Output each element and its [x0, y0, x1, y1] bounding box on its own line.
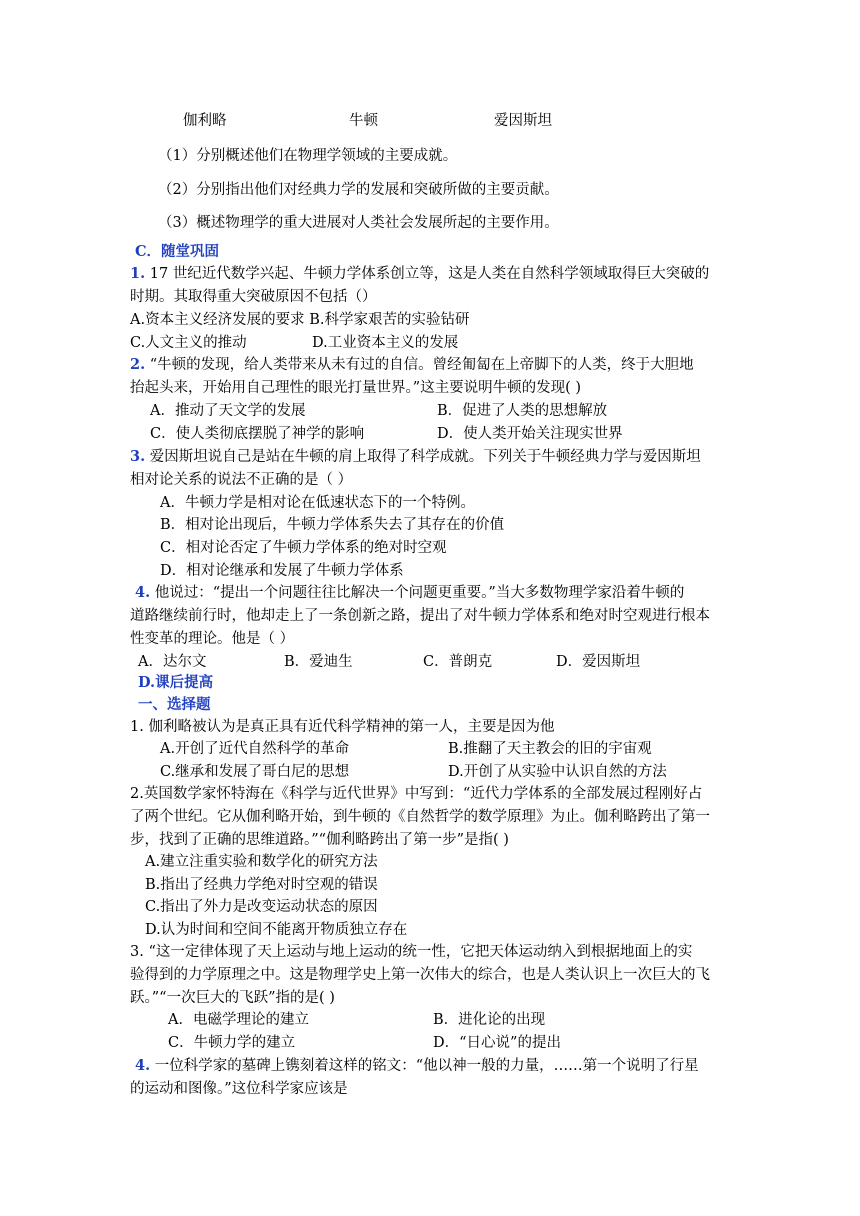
d-q2-option-d: D.认为时间和空间不能离开物质独立存在: [145, 922, 408, 938]
c-q1-option-c: C.人文主义的推动: [130, 335, 247, 351]
c-q4-text: 他说过：“提出一个问题往往比解决一个问题更重要。”当大多数物理学家沿着牛顿的: [150, 585, 685, 601]
c-q2-option-d: D．使人类开始关注现实世界: [437, 426, 623, 442]
c-q1-text: 17 世纪近代数学兴起、牛顿力学体系创立等，这是人类在自然科学领域取得巨大突破的: [145, 266, 710, 282]
d-q4-text: 一位科学家的墓碑上镌刻着这样的铭文：“他以神一般的力量，……第一个说明了行星: [150, 1058, 699, 1074]
c-q4-option-a: A．达尔文: [138, 654, 207, 670]
c-q3-option-a: A．牛顿力学是相对论在低速状态下的一个特例。: [160, 495, 475, 511]
c-q3-option-b: B．相对论出现后，牛顿力学体系失去了其存在的价值: [160, 517, 505, 533]
c-q3-option-c: C．相对论否定了牛顿力学体系的绝对时空观: [160, 540, 447, 556]
d-q4-line1: [135, 1056, 699, 1076]
d-q2-option-b: B.指出了经典力学绝对时空观的错误: [145, 877, 378, 893]
c-q2-line2: 抬起头来，开始用自己理性的眼光打量世界。”这主要说明牛顿的发现( ): [130, 380, 582, 396]
c-q1-line2: 时期。其取得重大突破原因不包括（）: [130, 289, 377, 305]
d-q3-line2: 验得到的力学原理之中。这是物理学史上第一次伟大的综合，也是人类认识上一次巨大的飞: [130, 967, 710, 983]
c-q4-line3: 性变革的理论。他是（ ）: [130, 631, 295, 647]
d-q3-option-c: C．牛顿力学的建立: [168, 1035, 296, 1051]
d-q3-line3: 跃。”“一次巨大的飞跃”指的是( ): [130, 990, 335, 1006]
d-q1-option-c: C.继承和发展了哥白尼的思想: [160, 764, 350, 780]
d-q4-number: 4.: [135, 1057, 151, 1074]
c-q1-option-d: D.工业资本主义的发展: [312, 335, 459, 351]
name-newton: 牛顿: [349, 113, 378, 129]
c-q4-option-c: C．普朗克: [423, 654, 493, 670]
c-q3-number: 3.: [130, 448, 146, 465]
d-q3-option-a: A．电磁学理论的建立: [168, 1012, 309, 1028]
name-galileo: 伽利略: [183, 113, 227, 129]
c-q4-option-b: B．爱迪生: [284, 654, 353, 670]
section-d-heading: D.课后提高: [138, 674, 214, 691]
d-q1-option-a: A.开创了近代自然科学的革命: [160, 741, 350, 757]
c-q1-number: 1.: [130, 265, 146, 282]
c-q3-option-d: D．相对论继承和发展了牛顿力学体系: [160, 563, 404, 579]
d-q3-line1: 3. “这一定律体现了天上运动与地上运动的统一性，它把天体运动纳入到根据地面上的实: [130, 944, 693, 960]
c-q1-line1: [130, 264, 709, 284]
c-q3-text: 爱因斯坦说自己是站在牛顿的肩上取得了科学成就。下列关于牛顿经典力学与爱因斯坦: [145, 449, 701, 465]
c-q1-options-ab: A.资本主义经济发展的要求 B.科学家艰苦的实验钻研: [130, 312, 470, 328]
d-q2-line3: 步，找到了正确的思维道路。”“伽利略跨出了第一步”是指( ): [130, 832, 509, 848]
intro-question-1: （1）分别概述他们在物理学领域的主要成就。: [158, 148, 458, 164]
c-q2-number: 2.: [130, 356, 146, 373]
c-q4-line1: [135, 583, 684, 603]
section-c-heading: C．随堂巩固: [135, 243, 220, 260]
d-q2-option-c: C.指出了外力是改变运动状态的原因: [145, 899, 378, 915]
c-q4-number: 4.: [135, 584, 151, 601]
section-d-subheading: 一、选择题: [138, 696, 211, 713]
d-q1-option-d: D.开创了从实验中认识自然的方法: [448, 764, 667, 780]
c-q2-option-a: A．推动了天文学的发展: [150, 403, 306, 419]
c-q2-line1: [130, 355, 694, 375]
c-q4-line2: 道路继续前行时，他却走上了一条创新之路，提出了对牛顿力学体系和绝对时空观进行根本: [130, 608, 710, 624]
d-q3-option-d: D．“日心说”的提出: [433, 1035, 561, 1051]
c-q2-text: “牛顿的发现，给人类带来从未有过的自信。曾经匍匐在上帝脚下的人类，终于大胆地: [145, 357, 694, 373]
intro-question-2: （2）分别指出他们对经典力学的发展和突破所做的主要贡献。: [158, 182, 559, 198]
d-q2-option-a: A.建立注重实验和数学化的研究方法: [145, 854, 378, 870]
d-q2-line2: 了两个世纪。它从伽利略开始，到牛顿的《自然哲学的数学原理》为止。伽利略跨出了第一: [130, 809, 710, 825]
c-q2-option-c: C．使人类彻底摆脱了神学的影响: [150, 426, 365, 442]
d-q4-line2: 的运动和图像。”这位科学家应该是: [130, 1081, 348, 1097]
intro-question-3: （3）概述物理学的重大进展对人类社会发展所起的主要作用。: [158, 215, 559, 231]
d-q1-option-b: B.推翻了天主教会的旧的宇宙观: [448, 741, 652, 757]
c-q3-line1: [130, 447, 701, 467]
c-q4-option-d: D．爱因斯坦: [556, 654, 641, 670]
c-q3-line2: 相对论关系的说法不正确的是（ ）: [130, 472, 353, 488]
d-q1-line1: 1. 伽利略被认为是真正具有近代科学精神的第一人，主要是因为他: [130, 719, 555, 735]
d-q3-option-b: B．进化论的出现: [433, 1012, 546, 1028]
c-q2-option-b: B．促进了人类的思想解放: [437, 403, 608, 419]
name-einstein: 爱因斯坦: [494, 113, 552, 129]
d-q2-line1: 2.英国数学家怀特海在《科学与近代世界》中写到：“近代力学体系的全部发展过程刚好占: [130, 786, 703, 802]
